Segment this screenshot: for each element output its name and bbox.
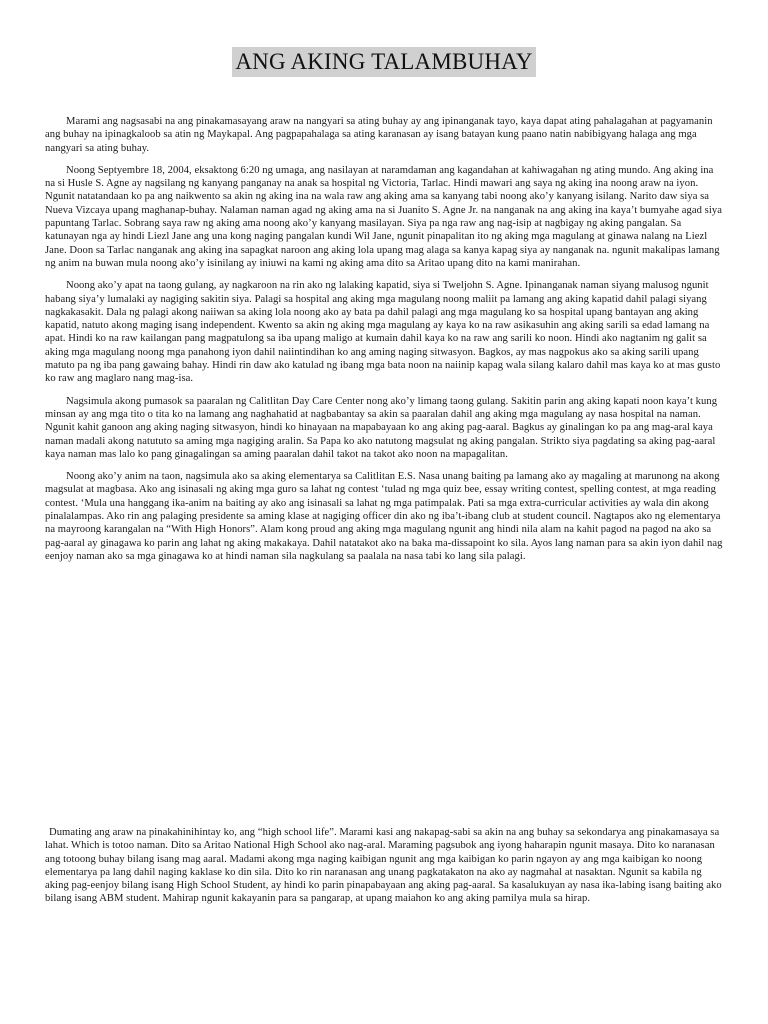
title-container	[0, 47, 768, 77]
paragraph-childhood: Noong ako’y apat na taong gulang, ay nagkaroon na rin ako ng lalaking kapatid, siya si Tweljohn S. Agne. Ipinanganak naman siyang malusog ngunit habang siya’y lumalaki ay nagiging sakitin siya. Palagi sa hospital ang aking mga magulang noong maliit pa lamang ang aking kapatid dahil palagi siyang nagkakasakit. Dala ng palagi akong naiiwan sa aking lola noong ako ay bata pa dahil palagi ang mga magulang ko sa hospital upang bantayan ang aking kapatid, natuto akong maging isang independent. Kwento sa akin ng aking mga magulang ay kaya ko na raw asikasuhin ang aking sarili sa edad lamang na apat. Hindi ko na raw kailangan pang magpatulong sa iba upang maligo at kumain dahil kaya ko na raw ang sarili ko noon. Hindi ako nagtanim ng galit sa aking mga magulang noong mga panahong iyon dahil naiintindihan ko ang aming naging sitwasyon. Bagkos, ay mas nagpokus ako sa aking sarili upang matuto pa ng iba pang gawaing bahay. Hindi rin daw ako katulad ng ibang mga bata noon na naiinip kapag wala silang kalaro dahil mas kaya ko at mas gusto ko raw ang maglaro nang mag-isa.	[45, 280, 721, 385]
document-body-lower	[45, 826, 725, 915]
paragraph-birth: Noong Septyembre 18, 2004, eksaktong 6:20 ng umaga, ang nasilayan at naramdaman ang kagandahan at kahiwagahan ng ating mundo. Ang aking ina na si Husle S. Agne ay nagsilang ng kanyang panganay na anak sa hospital ng Victoria, Tarlac. Hindi mawari ang saya ng aking ina noong araw na iyon. Ngunit natatandaan ko pa ang naikwento sa akin ng aking ina na wala raw ang aking ama sa kanyang tabi noong ako’y kanyang isilang. Narito daw siya sa Nueva Vizcaya upang maghanap-buhay. Nalaman naman agad ng aking ama na si Juanito S. Agne Jr. na nanganak na ang aking ina kaya’t bumyahe agad siya papuntang Tarlac. Sobrang saya raw ng aking ama noong ako’y kanyang masilayan. Siya pa nga raw ang nag-isip at nagbigay ng aking pangalan. Sa katunayan nga ay hindi Liezl Jane ang una kong naging pangalan kundi Wil Jane, ngunit pinapalitan ito ng aking mga magulang at ginawa nalang na Liezl Jane. Doon sa Tarlac nanganak ang aking ina sapagkat naroon ang aking lola upang mag alaga sa kanya kapag siya ay nanganak na. ngunit makalipas lamang ng anim na buwan mula noong ako’y isinilang ay iniuwi na kami ng aking ama dito sa Aritao upang dito na kami manirahan.	[45, 164, 722, 269]
document-body-upper	[45, 115, 725, 572]
document-title: ANG AKING TALAMBUHAY	[232, 47, 535, 77]
paragraph-intro: Marami ang nagsasabi na ang pinakamasayang araw na nangyari sa ating buhay ay ang ipinanganak tayo, kaya dapat ating pahalagahan at pagyamanin ang buhay na ipinagkaloob sa atin ng Maykapal. Ang pagpapahalaga sa ating karanasan ay isang batayan kung paano natin nabibigyang halaga ang mga nangyari sa ating buhay.	[45, 116, 713, 154]
paragraph-daycare: Nagsimula akong pumasok sa paaralan ng Calitlitan Day Care Center nong ako’y limang taong gulang. Sakitin parin ang aking kapati noon kaya’t kung minsan ay ang mga tito o tita ko na lamang ang naghahatid at nagbabantay sa akin sa paaralan dahil ang aking mga magulang ay nasa hospital na naman. Ngunit kahit ganoon ang aking naging sitwasyon, hindi ko hinayaan na mapabayaan ko ang aking pag-aaral. Bagkus ay ginalingan ko pa ang mag-aral kaya naman madali akong natututo sa aming mga nagiging aralin. Sa Papa ko ako natutong magsulat ng aking pangalan. Strikto siya pagdating sa aking pag-aaral kaya naman mas lalo ko pang ginagalingan sa aming paaralan dahil takot na takot ako noon na mapagalitan.	[45, 395, 718, 460]
paragraph-elementary: Noong ako’y anim na taon, nagsimula ako sa aking elementarya sa Calitlitan E.S. Nasa unang baiting pa lamang ako ay magaling at marunong na akong magsulat at magbasa. Ako ang isinasali ng aking mga guro sa lahat ng contest ‘tulad ng mga quiz bee, essay writing contest, spelling contest, at mga reading contest. ‘Mula una hanggang ika-anim na baiting ay ako ang isinasali sa lahat ng mga patimpalak. Pati sa mga extra-curricular activities ay wala din akong pinalalampas. Ako rin ang palaging presidente sa aming klase at nagiging officer din ako ng iba’t-ibang club at student council. Nagtapos ako ng elementarya na mayroong karangalan na “With High Honors”. Alam kong proud ang aking mga magulang ngunit ang hindi nila alam na kahit pagod na pagod na ako sa pag-aaral ay ginagawa ko parin ang lahat ng aking makakaya. Dahil natatakot ako na baka ma-dissapoint ko sila. Ayos lang naman para sa akin iyon dahil nag eenjoy naman ako sa mga ginagawa ko at hindi naman sila nagkulang sa paalala na nasa tabi ko lang sila palagi.	[45, 471, 723, 562]
paragraph-high-school: Dumating ang araw na pinakahinihintay ko, ang “high school life”. Marami kasi ang nakapag-sabi sa akin na ang buhay sa sekondarya ang pinakamasaya sa lahat. Which is totoo naman. Dito sa Aritao National High School ako nag-aral. Maraming pagsubok ang iyong haharapin ngunit masaya. Dito ko naranasan ang totoong buhay bilang isang mag aaral. Madami akong mga naging kaibigan ngunit ang mga kaibigan ko parin ngayon ay ang mga kaibigan ko noong elementarya pa lang dahil naging kaklase ko din sila. Dito ko rin naranasan ang unang pagkatakaton na ako ay nagmahal at nasaktan. Ngunit sa kabila ng aking pag-eenjoy bilang isang High School Student, ay hindi ko parin pinapabayaan ang aking pag-aaral. Sa kasalukuyan ay nasa ika-labing isang baiting ako bilang isang ABM student. Mahirap ngunit kakayanin para sa pangarap, at upang maiahon ko ang aking pamilya mula sa hirap.	[45, 827, 722, 905]
